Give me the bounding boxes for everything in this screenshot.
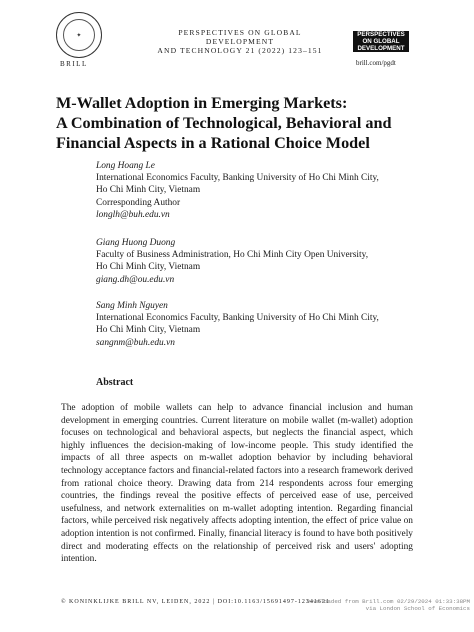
- abstract-body: The adoption of mobile wallets can help to advance financial inclusion and human development in emerging countries. Current literature on mobile wallet (m-wallet) adoption focuses on technological and behavioral aspects, but neglects the financial aspect, which highly influences the decision-making of low-income people. This study identified the impacts of all three aspects on m-wallet adoption behavior by including behavioral technology acceptance factors and financial-related factors into a research framework derived from rational choice theory. Drawing data from 214 respondents across four emerging countries, the findings reveal the positive effects of perceived ease of use, perceived usefulness, and network externalities on m-wallet adopting intention. Regarding financial factors, while perceived risk negatively affects adopting intention, the effect of price value on adoption intention is not confirmed. Finally, financial literacy is found to have both positively direct and moderating effects on the relationship of perceived risk and users' adopting intention.: [61, 403, 413, 565]
- copyright-doi-footer: © KONINKLIJKE BRILL NV, LEIDEN, 2022 | DOI:10.1163/15691497-12341621: [61, 599, 330, 605]
- author-location: Ho Chi Minh City, Vietnam: [96, 262, 201, 273]
- author-block: [96, 160, 436, 221]
- author-name: Sang Minh Nguyen: [96, 301, 168, 311]
- brill-seal-logo: [56, 12, 102, 58]
- article-title: [56, 93, 426, 153]
- author-block: [96, 237, 436, 286]
- abstract-heading: Abstract: [96, 377, 134, 388]
- journal-url[interactable]: brill.com/pgdt: [356, 59, 396, 67]
- watermark-line: Downloaded from Brill.com 02/29/2024 01:33:38PM: [306, 598, 470, 605]
- badge-line: DEVELOPMENT: [357, 45, 405, 52]
- author-location: Ho Chi Minh City, Vietnam: [96, 325, 201, 336]
- author-affiliation: International Economics Faculty, Banking University of Ho Chi Minh City,: [96, 313, 379, 324]
- watermark-line: via London School of Economics: [365, 605, 470, 612]
- title-line: M-Wallet Adoption in Emerging Markets:: [56, 94, 348, 112]
- journal-name-line2: AND TECHNOLOGY 21 (2022) 123–151: [157, 46, 323, 55]
- author-email[interactable]: longlh@buh.edu.vn: [96, 209, 170, 220]
- corresponding-author-label: Corresponding Author: [96, 197, 181, 208]
- author-name: Long Hoang Le: [96, 161, 155, 171]
- author-email[interactable]: giang.dh@ou.edu.vn: [96, 274, 175, 285]
- author-location: Ho Chi Minh City, Vietnam: [96, 185, 201, 196]
- author-affiliation: Faculty of Business Administration, Ho Chi Minh City Open University,: [96, 250, 369, 261]
- download-watermark: [290, 598, 470, 612]
- badge-line: PERSPECTIVES: [357, 31, 405, 38]
- author-name: Giang Huong Duong: [96, 238, 176, 248]
- title-line: Financial Aspects in a Rational Choice Model: [56, 134, 370, 152]
- publisher-name: BRILL: [60, 60, 88, 68]
- author-block: [96, 300, 436, 349]
- seal-inner-ring: ✦: [63, 19, 95, 51]
- author-email[interactable]: sangnm@buh.edu.vn: [96, 337, 175, 348]
- author-affiliation: International Economics Faculty, Banking University of Ho Chi Minh City,: [96, 173, 379, 184]
- journal-badge-logo: [353, 31, 409, 52]
- journal-name-line1: PERSPECTIVES ON GLOBAL DEVELOPMENT: [178, 28, 302, 46]
- title-line: A Combination of Technological, Behavioral and: [56, 114, 392, 132]
- badge-line: ON GLOBAL: [362, 38, 400, 45]
